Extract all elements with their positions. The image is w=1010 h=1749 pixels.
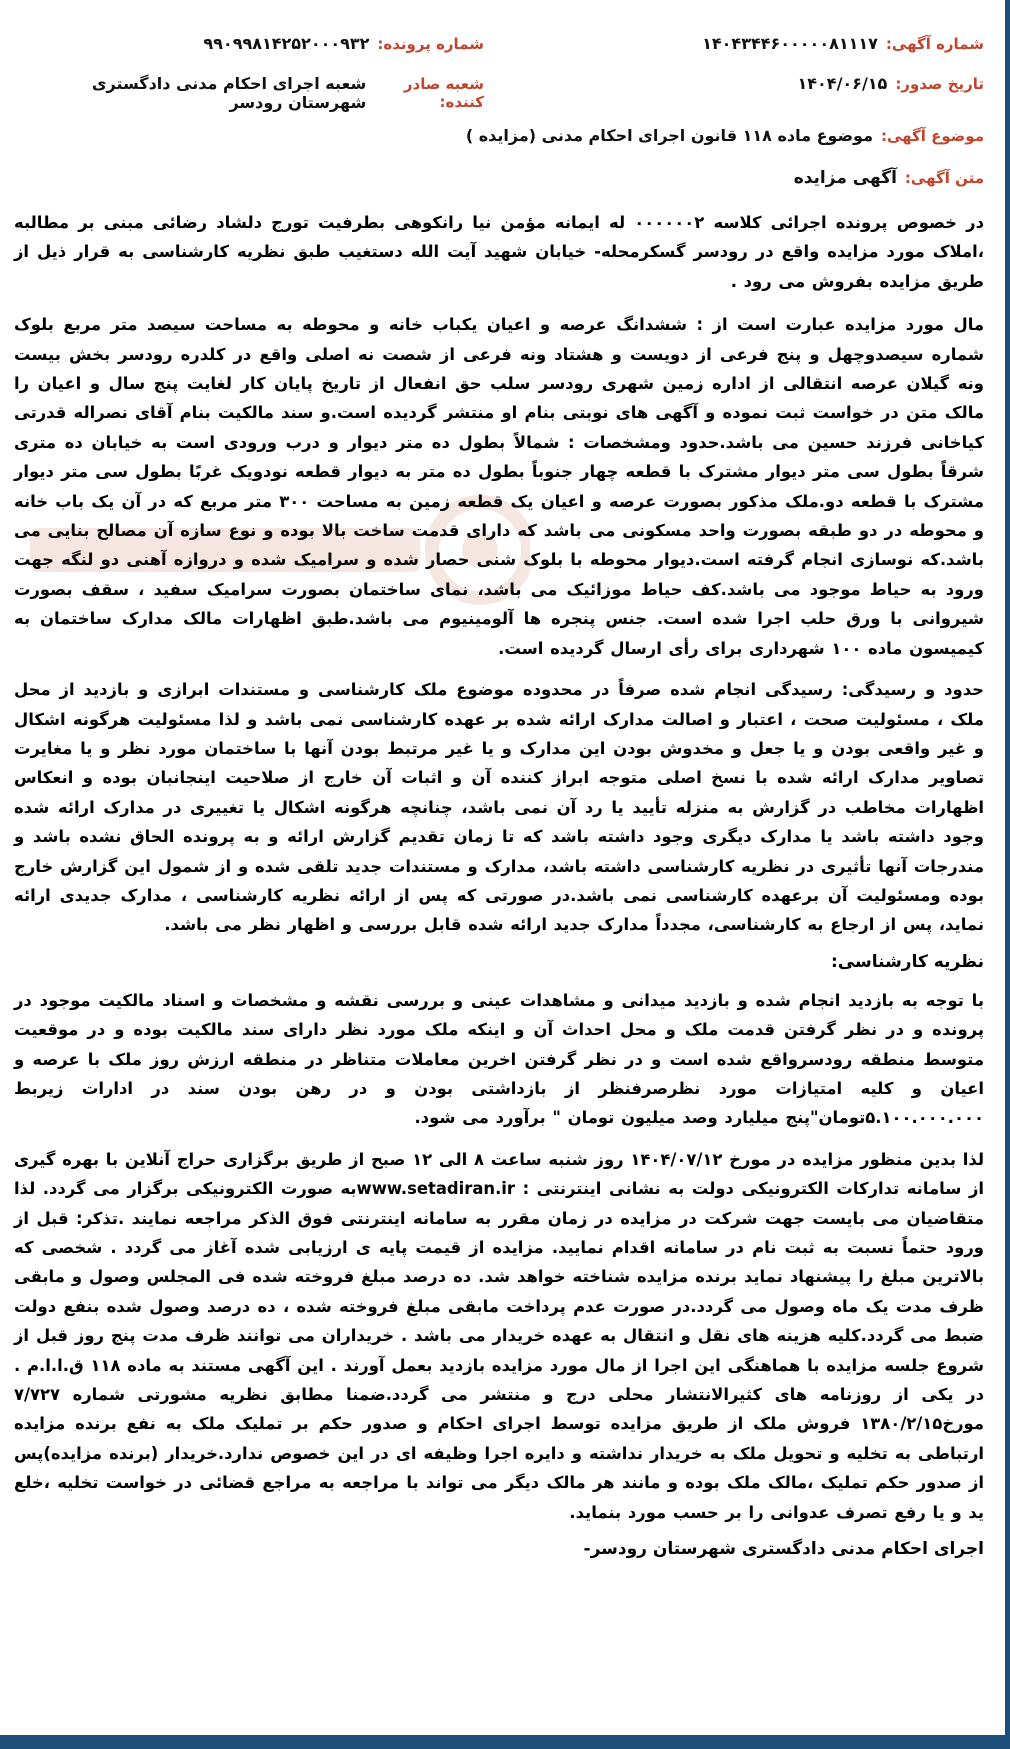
- meta-row-numbers: [14, 34, 984, 74]
- body-title: آگهی مزایده: [793, 168, 897, 188]
- case-number-value: ۹۹۰۹۹۸۱۴۲۵۲۰۰۰۹۳۲: [203, 34, 370, 53]
- case-number-label: شماره پرونده:: [377, 35, 484, 53]
- meta-row-date-issuer: [14, 74, 984, 114]
- paragraph-scope: حدود و رسیدگی: رسیدگی انجام شده صرفاً در محدوده موضوع ملک کارشناسی و مستندات ابرازی و بازدید از محل ملک ، مسئولیت صحت ، اعتبار و اصالت مدارک ارائه شده بر عهده کارشناسی نمی باشد و لذا مسئولیت هرگونه اشکال و غیر واقعی بودن و یا جعل و مخدوش بودن این مدارک و یا غیر مرتبط بودن آنها با ساختمان مورد نظر و یا مغایرت تصاویر مدارک ارائه شده با نسخ اصلی متوجه ابراز کننده آن و اثبات آن خارج از صلاحیت اینجانبان بوده و انعکاس اظهارات مخاطب در گزارش به منزله تأیید یا رد آن نمی باشد، چنانچه هرگونه اشکال یا تغییری در مدارک ارائه شده وجود داشته باشد یا مدارک دیگری وجود داشته باشد که تا زمان تقدیم گزارش ارائه و به پرونده الحاق نشده باشد و مندرجات آنها تأثیری در نظریه کارشناسی داشته باشد، مدارک و مستندات جدید تلقی شده و از شمول این گزارش خارج بوده ومسئولیت آن برعهده کارشناسی نمی باشد.در صورتی که پس از ارائه نظریه کارشناسی ، مدارک جدیدی ارائه نماید، پس از ارجاع به کارشناسی، مجدداً مدارک جدید ارائه شده قابل بررسی و اظهار نظر می باشد.: [14, 680, 984, 935]
- case-number: [14, 34, 484, 74]
- notice-content: [14, 34, 984, 1559]
- paragraph-expert-opinion: با توجه به بازدید انجام شده و بازدید میدانی و مشاهدات عینی و بررسی نقشه و مشخصات و اسناد مالکیت موجود در پرونده و در نظر گرفتن قدمت ملک و محل احداث آن و اینکه ملک مورد نظر دارای سند مالکیت بوده و در موقعیت متوسط منطقه رودسرواقع شده است و در نظر گرفتن اخرین معاملات متناظر در منطقه ارزش روز ملک با عرصه و اعیان و کلیه امتیازات مورد نظرصرفنظر از بازداشتی بودن و در رهن بودن سند در ادارات زیربط ۵.۱۰۰.۰۰۰.۰۰۰تومان"پنج میلیارد وصد میلیون تومان " برآورد می شود.: [14, 990, 984, 1128]
- auction-terms-end: به صورت الکترونیکی برگزار می گردد. لذا متقاضیان می بایست جهت شرکت در مزایده در زمان مقرر به سامانه اینترنتی فوق الذکر مراجعه نمایند .تذکر: قبل از ورود حتماً نسبت به ثبت نام در سامانه اقدام نمایید. مزایده از قیمت پایه ی ارزیابی شده آغاز می گردد . شخصی که بالاترین مبلغ را پیشنهاد نماید برنده مزایده شناخته خواهد شد. ده درصد مبلغ فروخته شده فی المجلس وصول و مابقی ظرف مدت یک ماه وصول می گردد.در صورت عدم پرداخت مابقی مبلغ فروخته شده ، ده درصد وصول شده بنفع دولت ضبط می گردد.کلیه هزینه های نقل و انتقال به عهده خریدار می باشد . خریداران می توانند ظرف مدت پنج روز قبل از شروع جلسه مزایده با هماهنگی این اجرا از مال مورد مزایده بازدید بعمل آورند . این آگهی مستند به ماده ۱۱۸ ق.ا.ا.م . در یکی از روزنامه های کثیرالانتشار محلی درج و منتشر می گردد.ضمنا مطابق نظریه مشورتی شماره ۷/۷۲۷ مورخ۱۳۸۰/۲/۱۵ فروش ملک از طریق مزایده توسط اجرای احکام و صدور حکم بر تملیک ملک به نفع برنده مزایده ارتباطی به تخلیه و تحویل ملک به خریدار نداشته و دایره اجرا وظیفه ای در این خصوص ندارد.خریدار (برنده مزایده)پس از صدور حکم تملیک ،مالک ملک بوده و مانند هر مالک دیگر می تواند با مراجعه به مراجع قضائی در خواست تخلیه ،خلع ید و یا رفع تصرف عدوانی را بر حسب مورد بنماید.: [14, 1179, 984, 1522]
- right-edge-bar: [1005, 0, 1010, 1735]
- issuer-value: شعبه اجرای احکام مدنی دادگستری شهرستان رودسر: [91, 74, 367, 112]
- ad-number-value: ۱۴۰۴۳۴۴۶۰۰۰۰۰۸۱۱۱۷: [702, 34, 878, 53]
- subject-line: [14, 126, 984, 156]
- ad-number-label: شماره آگهی:: [885, 35, 984, 53]
- closing-signature: اجرای احکام مدنی دادگستری شهرستان رودسر-: [583, 1539, 984, 1560]
- body-label: متن آگهی:: [904, 169, 984, 187]
- auction-terms-start: لذا بدین منظور مزایده در مورخ ۱۴۰۴/۰۷/۱۲ روز شنبه ساعت ۸ الی ۱۲ صبح از طریق برگزاری حراج آنلاین با بهره گیری از سامانه تدارکات الکترونیکی دولت به نشانی اینترنتی :: [14, 1149, 984, 1199]
- setadiran-link[interactable]: www.setadiran.ir: [356, 1179, 516, 1199]
- ad-number: [664, 34, 984, 74]
- issue-date-label: تاریخ صدور:: [895, 75, 984, 93]
- issuer: [14, 74, 484, 114]
- paragraph-property: مال مورد مزایده عبارت است از : ششدانگ عرصه و اعیان یکباب خانه و محوطه به مساحت سیصد متر مربع بلوک شماره سیصدوچهل و پنج فرعی از دویست و هشتاد ونه فرعی از شصت نه اصلی واقع در کلدره رودسر بخش بیست ونه گیلان عرصه انتقالی از اداره زمین شهری رودسر سلب حق انفعال از تاریخ پایان کار لغایت پنج سال و اعیان را مالک متن در خواست ثبت نموده و آگهی های نوبتی بنام او منتشر گردیده است.و سند مالکیت بنام آقای نصراله قدرتی کیاخانی فرزند حسین می باشد.حدود ومشخصات : شمالاً بطول ده متر دیوار و درب ورودی است به خیابان ده متری شرقاً بطول سی متر دیوار مشترک با قطعه چهار جنوباً بطول ده متر به دیوار قطعه نودویک غربًا بطول سی متر دیوار مشترک با قطعه دو.ملک مذکور بصورت عرصه و اعیان یک قطعه زمین به مساحت ۳۰۰ متر مربع که در آن یک باب خانه و محوطه در دو طبقه بصورت واحد مسکونی می باشد که دارای قدمت ساخت بالا بوده و نوع سازه آن مصالح بنایی می باشد.که نوسازی انجام گرفته است.دیوار محوطه با بلوک شنی حصار شده و سرامیک شده و دروازه آهنی دو لنگه جهت ورود به حیاط موجود می باشد.کف حیاط موزائیک می باشد، نمای ساختمان بصورت سرامیک سفید ، سقف بصورت شیروانی با ورق حلب اجرا شده است. جنس پنجره ها آلومینیوم می باشد.طبق اظهارات مالک مدارک ساختمان به کیمیسون ماده ۱۰۰ شهرداری برای رأی ارسال گردیده است.: [14, 315, 984, 658]
- bottom-edge-bar: [0, 1735, 1010, 1749]
- issue-date: [664, 74, 984, 114]
- subject-value: موضوع ماده ۱۱۸ قانون اجرای احکام مدنی (مزایده ): [465, 126, 873, 145]
- subject-label: موضوع آگهی:: [880, 127, 984, 145]
- paragraph-auction-terms: [14, 1145, 984, 1527]
- body-heading: [14, 168, 984, 208]
- issue-date-value: ۱۴۰۴/۰۶/۱۵: [797, 74, 888, 93]
- expert-opinion-title: نظریه کارشناسی:: [831, 951, 984, 972]
- issuer-label: شعبه صادر کننده:: [403, 75, 484, 111]
- paragraph-intro: در خصوص پرونده اجرائی کلاسه ۰۰۰۰۰۰۲ له ایمانه مؤمن نیا رانکوهی بطرفیت تورج دلشاد رضائی مبنی بر مطالبه ،املاک مورد مزایده واقع در رودسر گسکرمحله- خیابان شهید آیت الله دستغیب طبق نظریه کارشناسی به قرار ذیل از طریق مزایده بفروش می رود .: [14, 213, 984, 291]
